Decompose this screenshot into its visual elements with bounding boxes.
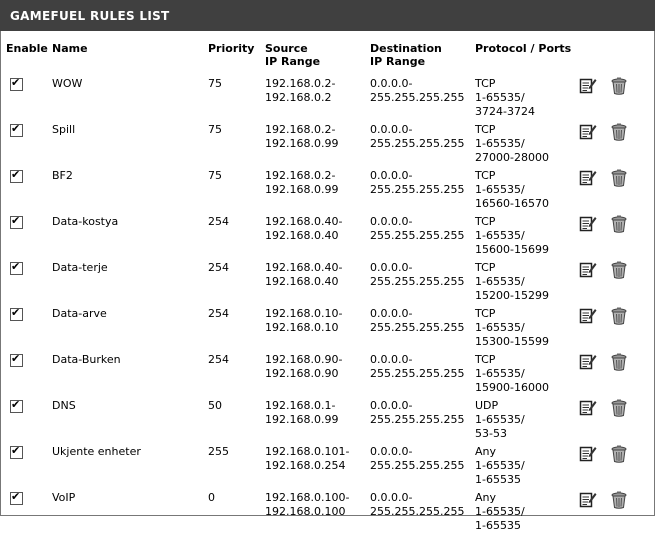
trash-icon[interactable] (610, 307, 628, 329)
port-range-source: 1-65535/ (475, 137, 525, 150)
source-start: 192.168.0.2- (265, 169, 336, 182)
edit-icon[interactable] (579, 123, 597, 145)
destination-start: 0.0.0.0- (370, 77, 413, 90)
rules-body (6, 74, 640, 534)
destination-end: 255.255.255.255 (370, 137, 465, 150)
source-start: 192.168.0.2- (265, 123, 336, 136)
port-range-dest: 1-65535 (475, 519, 521, 532)
edit-icon[interactable] (579, 399, 597, 421)
destination-end: 255.255.255.255 (370, 413, 465, 426)
rule-name: DNS (52, 399, 76, 412)
rule-destination-range (370, 120, 475, 166)
trash-icon[interactable] (610, 491, 628, 513)
port-range-dest: 15600-15699 (475, 243, 549, 256)
rule-name: Data-arve (52, 307, 107, 320)
table-row (6, 166, 640, 212)
rule-source-range (265, 212, 370, 258)
rule-destination-range (370, 442, 475, 488)
rule-destination-range (370, 212, 475, 258)
source-start: 192.168.0.40- (265, 261, 343, 274)
rule-destination-range (370, 488, 475, 534)
protocol: TCP (475, 123, 496, 136)
source-start: 192.168.0.10- (265, 307, 343, 320)
edit-icon[interactable] (579, 353, 597, 375)
col-protocol: Protocol / Ports (475, 42, 572, 55)
source-end: 192.168.0.40 (265, 229, 339, 242)
col-edit (579, 42, 610, 74)
port-range-source: 1-65535/ (475, 275, 525, 288)
table-row (6, 304, 640, 350)
rule-protocol-ports (475, 488, 579, 534)
destination-end: 255.255.255.255 (370, 91, 465, 104)
rule-source-range (265, 442, 370, 488)
source-end: 192.168.0.99 (265, 137, 339, 150)
rule-name: VoIP (52, 491, 76, 504)
edit-icon[interactable] (579, 261, 597, 283)
enable-checkbox[interactable] (10, 492, 23, 505)
rule-priority: 254 (208, 215, 229, 228)
rules-panel (0, 31, 655, 532)
col-source (265, 42, 370, 74)
enable-checkbox[interactable] (10, 78, 23, 91)
table-row (6, 442, 640, 488)
col-priority: Priority (208, 42, 255, 55)
destination-start: 0.0.0.0- (370, 307, 413, 320)
source-start: 192.168.0.2- (265, 77, 336, 90)
col-source-line2: IP Range (265, 55, 321, 68)
rule-destination-range (370, 350, 475, 396)
enable-checkbox[interactable] (10, 124, 23, 137)
port-range-dest: 27000-28000 (475, 151, 549, 164)
port-range-source: 1-65535/ (475, 367, 525, 380)
table-row (6, 258, 640, 304)
rule-source-range (265, 304, 370, 350)
source-end: 192.168.0.90 (265, 367, 339, 380)
edit-icon[interactable] (579, 215, 597, 237)
protocol: TCP (475, 353, 496, 366)
port-range-source: 1-65535/ (475, 229, 525, 242)
port-range-source: 1-65535/ (475, 413, 525, 426)
rule-protocol-ports (475, 120, 579, 166)
port-range-dest: 15300-15599 (475, 335, 549, 348)
section-header (0, 0, 655, 33)
port-range-source: 1-65535/ (475, 183, 525, 196)
col-destination (370, 42, 475, 74)
destination-start: 0.0.0.0- (370, 491, 413, 504)
rule-priority: 0 (208, 491, 215, 504)
col-destination-line2: IP Range (370, 55, 426, 68)
edit-icon[interactable] (579, 445, 597, 467)
enable-checkbox[interactable] (10, 446, 23, 459)
port-range-dest: 15200-15299 (475, 289, 549, 302)
source-start: 192.168.0.101- (265, 445, 350, 458)
enable-checkbox[interactable] (10, 262, 23, 275)
rule-priority: 75 (208, 77, 222, 90)
trash-icon[interactable] (610, 353, 628, 375)
table-row (6, 396, 640, 442)
trash-icon[interactable] (610, 445, 628, 467)
port-range-dest: 1-65535 (475, 473, 521, 486)
enable-checkbox[interactable] (10, 308, 23, 321)
enable-checkbox[interactable] (10, 170, 23, 183)
destination-end: 255.255.255.255 (370, 367, 465, 380)
rule-protocol-ports (475, 212, 579, 258)
rule-protocol-ports (475, 166, 579, 212)
source-start: 192.168.0.100- (265, 491, 350, 504)
col-destination-line1: Destination (370, 42, 442, 55)
col-source-line1: Source (265, 42, 308, 55)
col-name: Name (52, 42, 88, 55)
rule-name: Spill (52, 123, 76, 136)
section-title: GAMEFUEL RULES LIST (10, 9, 170, 23)
destination-end: 255.255.255.255 (370, 505, 465, 518)
port-range-source: 1-65535/ (475, 505, 525, 518)
source-end: 192.168.0.2 (265, 91, 332, 104)
rule-name: Data-terje (52, 261, 108, 274)
port-range-source: 1-65535/ (475, 91, 525, 104)
destination-start: 0.0.0.0- (370, 261, 413, 274)
source-end: 192.168.0.99 (265, 413, 339, 426)
port-range-dest: 53-53 (475, 427, 507, 440)
table-row (6, 488, 640, 534)
rule-protocol-ports (475, 258, 579, 304)
source-start: 192.168.0.1- (265, 399, 336, 412)
rule-destination-range (370, 396, 475, 442)
trash-icon[interactable] (610, 77, 628, 99)
enable-checkbox[interactable] (10, 216, 23, 229)
destination-end: 255.255.255.255 (370, 321, 465, 334)
rule-source-range (265, 488, 370, 534)
trash-icon[interactable] (610, 399, 628, 421)
edit-icon[interactable] (579, 77, 597, 99)
rule-protocol-ports (475, 74, 579, 120)
edit-icon[interactable] (579, 491, 597, 513)
table-row (6, 120, 640, 166)
edit-icon[interactable] (579, 169, 597, 191)
enable-checkbox[interactable] (10, 354, 23, 367)
trash-icon[interactable] (610, 215, 628, 237)
rule-protocol-ports (475, 396, 579, 442)
rule-priority: 255 (208, 445, 229, 458)
edit-icon[interactable] (579, 307, 597, 329)
rule-name: Ukjente enheter (52, 445, 141, 458)
port-range-source: 1-65535/ (475, 321, 525, 334)
destination-start: 0.0.0.0- (370, 215, 413, 228)
source-end: 192.168.0.254 (265, 459, 346, 472)
rule-priority: 75 (208, 169, 222, 182)
col-delete (610, 42, 640, 74)
destination-end: 255.255.255.255 (370, 275, 465, 288)
rule-destination-range (370, 258, 475, 304)
table-row (6, 74, 640, 120)
rule-source-range (265, 350, 370, 396)
rule-destination-range (370, 304, 475, 350)
source-end: 192.168.0.100 (265, 505, 346, 518)
rule-protocol-ports (475, 442, 579, 488)
source-start: 192.168.0.90- (265, 353, 343, 366)
protocol: TCP (475, 77, 496, 90)
rule-source-range (265, 396, 370, 442)
protocol: Any (475, 491, 497, 504)
enable-checkbox[interactable] (10, 400, 23, 413)
destination-start: 0.0.0.0- (370, 353, 413, 366)
port-range-source: 1-65535/ (475, 459, 525, 472)
rule-source-range (265, 166, 370, 212)
rule-name: Data-kostya (52, 215, 119, 228)
trash-icon[interactable] (610, 261, 628, 283)
rule-destination-range (370, 74, 475, 120)
destination-start: 0.0.0.0- (370, 399, 413, 412)
rules-table (6, 42, 640, 534)
rule-priority: 254 (208, 353, 229, 366)
port-range-dest: 16560-16570 (475, 197, 549, 210)
table-row (6, 350, 640, 396)
port-range-dest: 15900-16000 (475, 381, 549, 394)
table-row (6, 212, 640, 258)
trash-icon[interactable] (610, 169, 628, 191)
destination-start: 0.0.0.0- (370, 169, 413, 182)
table-header-row (6, 42, 640, 74)
destination-end: 255.255.255.255 (370, 459, 465, 472)
protocol: TCP (475, 215, 496, 228)
destination-start: 0.0.0.0- (370, 445, 413, 458)
destination-start: 0.0.0.0- (370, 123, 413, 136)
destination-end: 255.255.255.255 (370, 229, 465, 242)
protocol: TCP (475, 169, 496, 182)
protocol: UDP (475, 399, 499, 412)
source-end: 192.168.0.40 (265, 275, 339, 288)
rule-source-range (265, 258, 370, 304)
rule-name: WOW (52, 77, 83, 90)
rule-source-range (265, 120, 370, 166)
rule-priority: 50 (208, 399, 222, 412)
rule-priority: 254 (208, 307, 229, 320)
rule-name: BF2 (52, 169, 73, 182)
rule-destination-range (370, 166, 475, 212)
rule-source-range (265, 74, 370, 120)
rule-priority: 254 (208, 261, 229, 274)
protocol: TCP (475, 307, 496, 320)
source-start: 192.168.0.40- (265, 215, 343, 228)
protocol: TCP (475, 261, 496, 274)
rule-protocol-ports (475, 304, 579, 350)
col-enable: Enable (6, 42, 48, 55)
rule-protocol-ports (475, 350, 579, 396)
destination-end: 255.255.255.255 (370, 183, 465, 196)
rule-name: Data-Burken (52, 353, 121, 366)
source-end: 192.168.0.99 (265, 183, 339, 196)
port-range-dest: 3724-3724 (475, 105, 535, 118)
rule-priority: 75 (208, 123, 222, 136)
source-end: 192.168.0.10 (265, 321, 339, 334)
trash-icon[interactable] (610, 123, 628, 145)
protocol: Any (475, 445, 497, 458)
